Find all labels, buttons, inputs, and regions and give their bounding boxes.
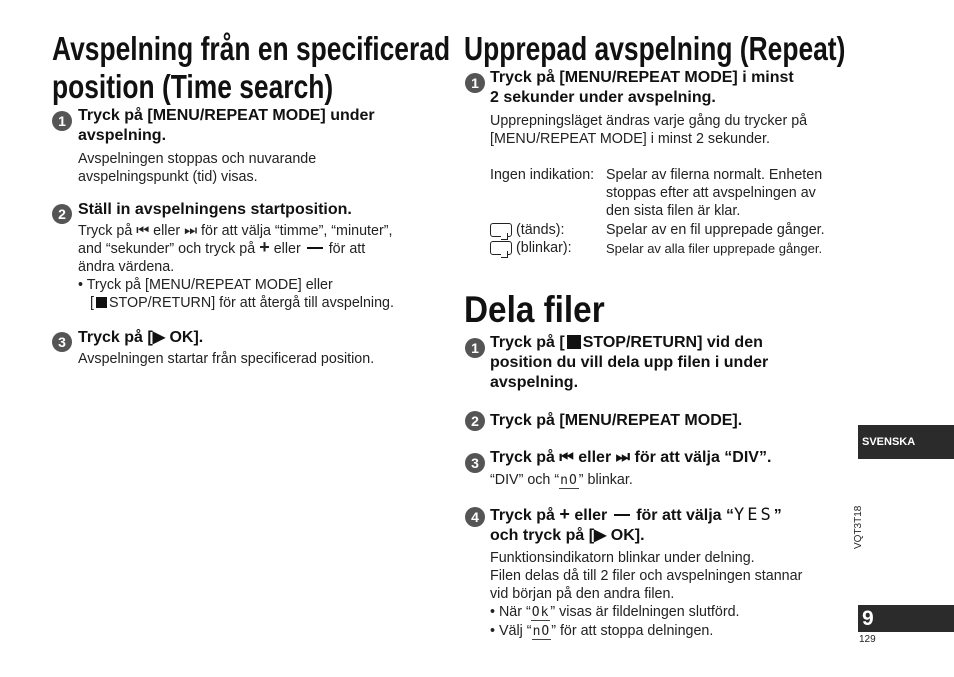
skip-forward-icon: ⏭ [184,223,198,239]
step-number: 3 [465,453,485,473]
step-title-line: avspelning. [78,127,167,144]
body-line [78,237,394,258]
repeat-icon [490,241,512,255]
step-number: 3 [52,332,72,352]
step-title [490,68,794,108]
stop-icon [96,297,107,308]
body-text: för att välja “timme”, “minuter”, [201,223,393,239]
step-title-text: Tryck på [ [78,329,153,346]
body-text: eller [273,241,301,257]
step-title-line: Tryck på [MENU/REPEAT MODE] i minst [490,69,794,86]
body-text: [ [90,295,94,311]
step-title: Ställ in avspelningens startposition. [78,201,352,218]
body-line: [MENU/REPEAT MODE] i minst 2 sekunder. [490,131,770,147]
body-line: ändra värdena. [78,259,175,275]
body-line: vid början på den andra filen. [490,586,675,602]
step-title [78,328,203,348]
body-line: Funktionsindikatorn blinkar under delning. [490,550,755,566]
play-icon: ▶ [594,527,607,544]
body-text: STOP/RETURN] för att återgå till avspelning. [108,295,394,311]
step-title-text: OK]. [610,527,645,544]
step-title-line: position du vill dela upp filen i under [490,354,769,371]
step-number: 1 [465,338,485,358]
repeat-icon [490,223,512,237]
skip-forward-icon: ⏭ [615,449,631,466]
body-text: • När “ [490,604,531,620]
repeat-mode-label-none: Ingen indikation: [490,167,595,183]
step-number: 4 [465,507,485,527]
bullet-line [78,294,394,312]
left-heading [52,30,450,106]
repeat-mode-label-one [490,221,564,239]
step-title-line [490,333,768,353]
body-text: ” blinkar. [578,472,633,488]
segment-display-text: Ok [531,605,550,620]
body-text: and “sekunder” och tryck på [78,241,256,257]
bullet-line [490,622,802,641]
plus-icon: + [559,504,570,524]
step-body [490,549,802,641]
language-tab: SVENSKA [858,425,954,459]
repeat-heading: Upprepad avspelning (Repeat) [464,30,846,67]
body-line: Avspelningen stoppas och nuvarande [78,151,317,167]
step-title-line [490,526,782,546]
plus-icon: + [259,237,270,257]
step-body [490,471,633,490]
body-line: Filen delas då till 2 filer och avspelningen stannar [490,568,803,584]
step-title-text: Tryck på [490,507,555,524]
body-line: den sista filen är klar. [606,203,741,219]
body-text: • Välj “ [490,623,532,639]
segment-display-text: nO [532,624,551,639]
step-body [78,222,394,312]
body-text: Tryck på [78,223,133,239]
repeat-mode-label-all [490,239,572,257]
bullet-line [490,603,802,622]
left-heading-line1: Avspelning från en specificerad [52,30,451,67]
step-body [78,150,316,186]
step-body [490,112,807,148]
step-title-text: Tryck på [ [490,334,565,351]
step-title-text: för att välja “ [636,507,734,524]
step-title-line [490,505,782,526]
body-line [78,222,394,240]
step-title-text: STOP/RETURN] vid den [582,334,763,351]
segment-display-text: nO [560,473,578,488]
step-body: Avspelningen startar från specificerad position. [78,351,375,367]
step-number: 2 [465,411,485,431]
total-page-number: 129 [859,634,876,645]
step-title [490,505,782,546]
step-title-text: eller [574,507,608,524]
step-title: Tryck på [MENU/REPEAT MODE]. [490,412,743,429]
split-heading: Dela filer [464,289,605,330]
body-text: “DIV” och “ [490,472,560,488]
body-text: (tänds): [515,222,565,238]
step-title-text: Tryck på [490,449,555,466]
document-code: VQT3T18 [853,505,864,549]
bullet-line: • Tryck på [MENU/REPEAT MODE] eller [78,277,333,293]
step-title-text: ” [773,507,782,524]
body-text: ” visas är fildelningen slutförd. [550,604,740,620]
body-line: stoppas efter att avspelningen av [606,185,816,201]
minus-icon [614,514,630,517]
step-title-line: avspelning. [490,374,579,391]
step-title-text: för att välja “DIV”. [634,449,772,466]
skip-back-icon: ⏮ [559,449,574,466]
step-number: 1 [52,111,72,131]
segment-display-text: YES [734,505,774,525]
repeat-mode-desc-all: Spelar av alla filer upprepade gånger. [606,241,823,256]
step-title-text: OK]. [169,329,204,346]
step-number: 2 [52,204,72,224]
step-title-line: 2 sekunder under avspelning. [490,89,716,106]
step-number: 1 [465,73,485,93]
repeat-mode-desc-none [606,166,822,220]
body-line: Upprepningsläget ändras varje gång du trycker på [490,113,808,129]
step-title-text: och tryck på [ [490,527,595,544]
step-title [490,333,768,393]
body-text: ” för att stoppa delningen. [551,623,714,639]
left-heading-line2: position (Time search) [52,68,334,105]
step-title [78,106,375,146]
repeat-mode-desc-one: Spelar av en fil upprepade gånger. [606,222,825,238]
step-title-line: Tryck på [MENU/REPEAT MODE] under [78,107,375,124]
stop-icon [567,335,581,349]
step-title [490,448,771,468]
step-title-text: eller [578,449,612,466]
body-line: avspelningspunkt (tid) visas. [78,169,258,185]
page-number: 9 [858,605,954,632]
body-line: Spelar av filerna normalt. Enheten [606,167,823,183]
body-text: för att [328,241,366,257]
body-text: (blinkar): [515,240,572,256]
skip-back-icon: ⏮ [136,223,150,239]
minus-icon [307,247,323,250]
body-text: eller [153,223,181,239]
play-icon: ▶ [152,329,166,346]
